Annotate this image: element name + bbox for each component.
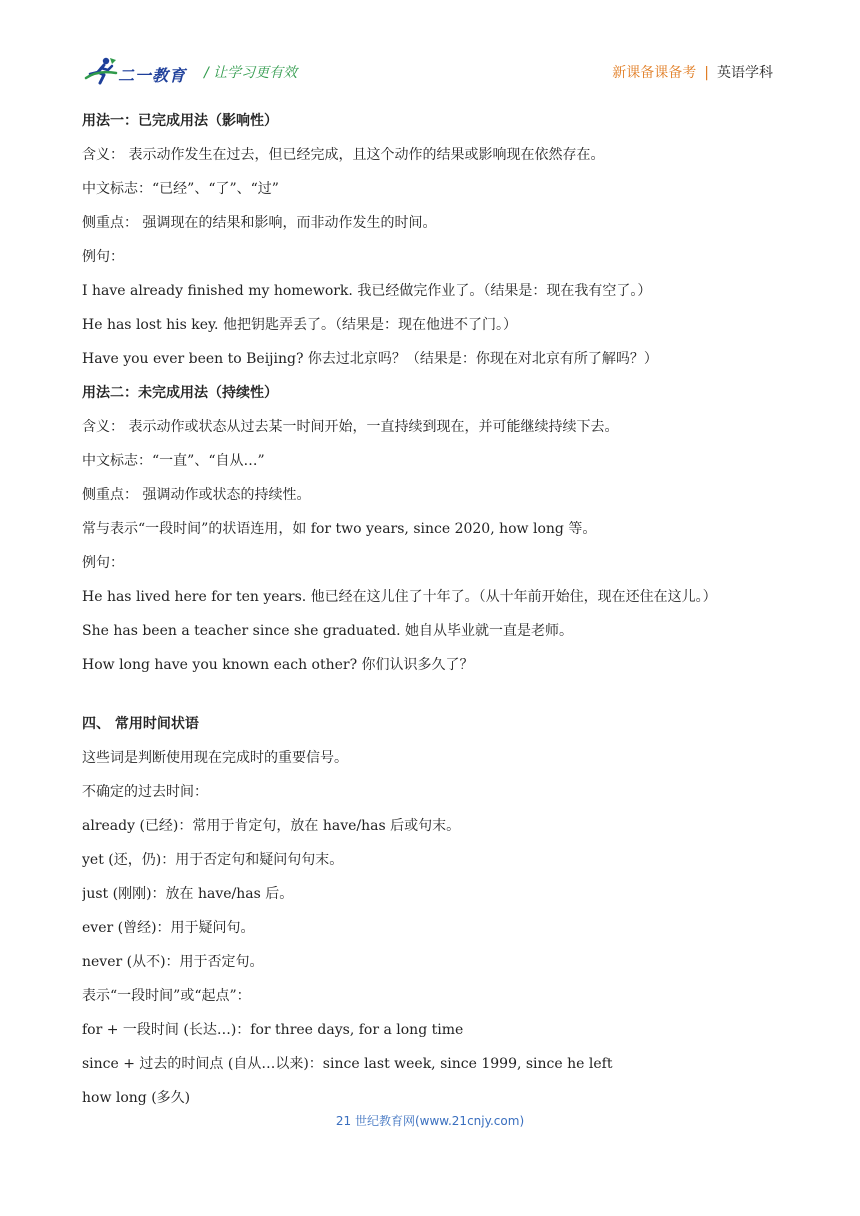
- subject-label: 英语学科: [717, 65, 773, 81]
- text-line: 侧重点： 强调动作或状态的持续性。: [82, 487, 311, 503]
- text-line: 这些词是判断使用现在完成时的重要信号。: [82, 750, 348, 766]
- text-line: 表示“一段时间”或“起点”：: [82, 988, 251, 1004]
- course-tag: 新课备课备考: [612, 65, 697, 81]
- page-header: [0, 0, 860, 100]
- page-footer: 21 世纪教育网(www.21cnjy.com): [335, 1114, 525, 1128]
- text-line: for + 一段时间 (长达…)：for three days, for a long time: [82, 1022, 464, 1038]
- text-line: how long (多久): [82, 1090, 191, 1106]
- header-slogan: / 让学习更有效: [204, 65, 298, 81]
- document-body: [82, 111, 782, 1122]
- text-line: 中文标志：“一直”、“自从…”: [82, 453, 265, 469]
- section-heading: 四、 常用时间状语: [82, 716, 199, 732]
- section-gap: [82, 689, 782, 714]
- text-line: I have already finished my homework. 我已经做完作业了。（结果是：现在我有空了。）: [82, 283, 652, 299]
- text-line: He has lost his key. 他把钥匙弄丢了。（结果是：现在他进不了门。）: [82, 317, 517, 333]
- usage-heading: 用法二：未完成用法（持续性）: [82, 385, 278, 401]
- text-line: 例句：: [82, 555, 124, 571]
- text-line: 含义： 表示动作发生在过去，但已经完成，且这个动作的结果或影响现在依然存在。: [82, 147, 605, 163]
- text-line: 含义： 表示动作或状态从过去某一时间开始，一直持续到现在，并可能继续持续下去。: [82, 419, 619, 435]
- text-line: since + 过去的时间点 (自从…以来)：since last week, since 1999, since he left: [82, 1056, 613, 1072]
- text-line: Have you ever been to Beijing? 你去过北京吗？（结果是：你现在对北京有所了解吗？）: [82, 351, 658, 367]
- logo-text: 二一教育: [118, 66, 187, 85]
- text-line: already (已经)：常用于肯定句，放在 have/has 后或句末。: [82, 818, 461, 834]
- text-line: 常与表示“一段时间”的状语连用，如 for two years, since 2020, how long 等。: [82, 521, 597, 537]
- text-line: never (从不)：用于否定句。: [82, 954, 264, 970]
- text-line: 例句：: [82, 249, 124, 265]
- runner-logo-icon: [84, 56, 118, 86]
- text-line: 侧重点： 强调现在的结果和影响，而非动作发生的时间。: [82, 215, 437, 231]
- header-right: [612, 62, 773, 82]
- text-line: ever (曾经)：用于疑问句。: [82, 920, 255, 936]
- usage-heading: 用法一：已完成用法（影响性）: [82, 113, 278, 129]
- text-line: 中文标志：“已经”、“了”、“过”: [82, 181, 279, 197]
- text-line: She has been a teacher since she graduated. 她自从毕业就一直是老师。: [82, 623, 573, 639]
- text-line: just (刚刚)：放在 have/has 后。: [82, 886, 294, 902]
- text-line: yet (还，仍)：用于否定句和疑问句句末。: [82, 852, 344, 868]
- text-line: He has lived here for ten years. 他已经在这儿住了十年了。（从十年前开始住，现在还住在这儿。）: [82, 589, 717, 605]
- header-separator: |: [704, 65, 709, 81]
- text-line: How long have you known each other? 你们认识多久了？: [82, 657, 474, 673]
- brand-logo: [84, 56, 194, 88]
- text-line: 不确定的过去时间：: [82, 784, 208, 800]
